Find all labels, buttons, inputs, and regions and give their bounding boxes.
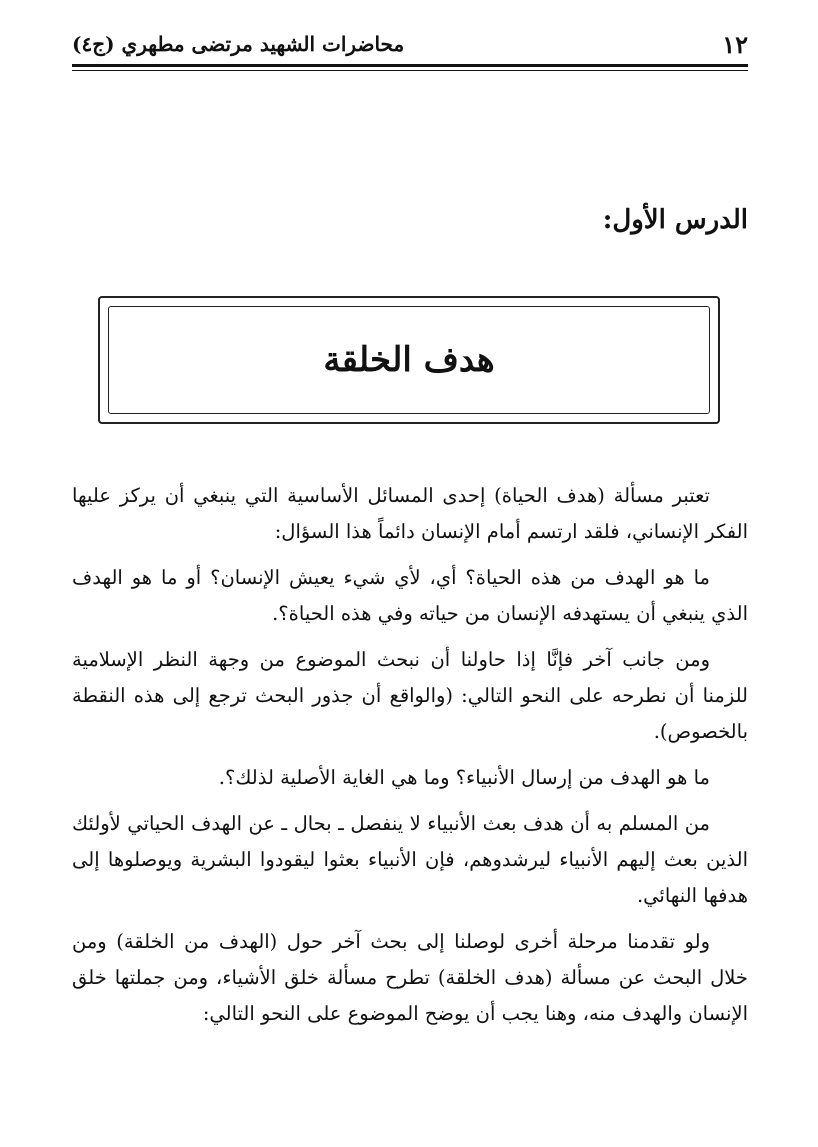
lesson-label: الدرس الأول: [602,205,748,235]
chapter-title: هدف الخلقة [323,340,495,380]
page-header [72,28,748,64]
header-rule-thick [72,64,748,67]
paragraph: ولو تقدمنا مرحلة أخرى لوصلنا إلى بحث آخر حول (الهدف من الخلقة) ومن خلال البحث عن مسألة (هدف الخلقة) تطرح مسألة خلق الأشياء، ومن جملتها خلق الإنسان والهدف منه، وهنا يجب أن يوضح الموضوع على النحو التالي: [72,930,748,1025]
paragraph: من المسلم به أن هدف بعث الأنبياء لا ينفصل ـ بحال ـ عن الهدف الحياتي لأولئك الذين بعث إليهم الأنبياء ليرشدوهم، فإن الأنبياء بعثوا ليقودوا البشرية ويوصلوها إلى هدفها النهائي. [72,812,748,907]
paragraph: تعتبر مسألة (هدف الحياة) إحدى المسائل الأساسية التي ينبغي أن يركز عليها الفكر الإنساني، فلقد ارتسم أمام الإنسان دائماً هذا السؤال: [72,484,748,543]
page-number: ١٢ [722,30,748,59]
paragraph: ما هو الهدف من إرسال الأنبياء؟ وما هي الغاية الأصلية لذلك؟. [218,766,710,789]
header-rule-thin [72,70,748,71]
paragraph: ما هو الهدف من هذه الحياة؟ أي، لأي شيء يعيش الإنسان؟ أو ما هو الهدف الذي ينبغي أن يستهدفه الإنسان من حياته وفي هذه الحياة؟. [72,566,748,625]
chapter-title-frame [98,296,720,424]
paragraph: ومن جانب آخر فإنَّا إذا حاولنا أن نبحث الموضوع من وجهة النظر الإسلامية للزمنا أن نطرحه على النحو التالي: (والواقع أن جذور البحث ترجع إلى هذه النقطة بالخصوص). [72,648,748,743]
body-text [72,478,748,1042]
chapter-title-inner-frame [108,306,710,414]
running-title: محاضرات الشهيد مرتضى مطهري (ج٤) [72,32,405,56]
